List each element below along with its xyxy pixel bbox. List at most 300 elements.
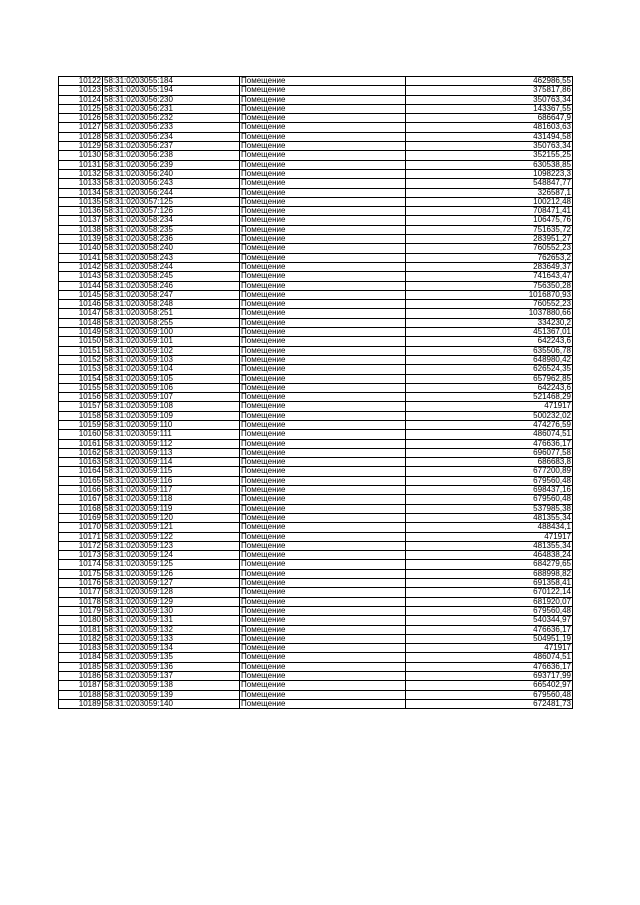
row-number-cell: 10127 xyxy=(59,123,103,132)
row-number-cell: 10138 xyxy=(59,225,103,234)
table-row xyxy=(59,458,573,467)
object-type-cell: Помещение xyxy=(240,207,406,216)
table-row xyxy=(59,151,573,160)
cadastral-value-cell: 679560,48 xyxy=(406,476,573,485)
table-row xyxy=(59,690,573,699)
cadastral-number-cell: 58:31:0203055:184 xyxy=(103,77,240,86)
table-row xyxy=(59,104,573,113)
table-row xyxy=(59,272,573,281)
table-row xyxy=(59,616,573,625)
cadastral-number-cell: 58:31:0203059:112 xyxy=(103,439,240,448)
object-type-cell: Помещение xyxy=(240,551,406,560)
object-type-cell: Помещение xyxy=(240,681,406,690)
cadastral-number-cell: 58:31:0203059:119 xyxy=(103,504,240,513)
row-number-cell: 10134 xyxy=(59,188,103,197)
table-row xyxy=(59,393,573,402)
row-number-cell: 10169 xyxy=(59,513,103,522)
object-type-cell: Помещение xyxy=(240,114,406,123)
cadastral-value-cell: 657962,85 xyxy=(406,374,573,383)
object-type-cell: Помещение xyxy=(240,532,406,541)
cadastral-value-cell: 100212,48 xyxy=(406,197,573,206)
table-row xyxy=(59,486,573,495)
row-number-cell: 10163 xyxy=(59,458,103,467)
row-number-cell: 10128 xyxy=(59,132,103,141)
object-type-cell: Помещение xyxy=(240,383,406,392)
table-row xyxy=(59,142,573,151)
row-number-cell: 10154 xyxy=(59,374,103,383)
cadastral-number-cell: 58:31:0203059:123 xyxy=(103,541,240,550)
cadastral-value-cell: 760552,23 xyxy=(406,300,573,309)
object-type-cell: Помещение xyxy=(240,606,406,615)
object-type-cell: Помещение xyxy=(240,634,406,643)
cadastral-value-cell: 476636,17 xyxy=(406,439,573,448)
cadastral-number-cell: 58:31:0203059:118 xyxy=(103,495,240,504)
object-type-cell: Помещение xyxy=(240,300,406,309)
row-number-cell: 10125 xyxy=(59,104,103,113)
table-row xyxy=(59,653,573,662)
cadastral-number-cell: 58:31:0203059:137 xyxy=(103,672,240,681)
table-row xyxy=(59,197,573,206)
cadastral-value-cell: 708471,41 xyxy=(406,207,573,216)
row-number-cell: 10166 xyxy=(59,486,103,495)
object-type-cell: Помещение xyxy=(240,318,406,327)
cadastral-value-cell: 693717,99 xyxy=(406,672,573,681)
row-number-cell: 10189 xyxy=(59,699,103,708)
cadastral-number-cell: 58:31:0203058:246 xyxy=(103,281,240,290)
cadastral-value-cell: 635506,78 xyxy=(406,346,573,355)
cadastral-number-cell: 58:31:0203057:125 xyxy=(103,197,240,206)
object-type-cell: Помещение xyxy=(240,672,406,681)
table-row xyxy=(59,402,573,411)
table-row xyxy=(59,448,573,457)
table-row xyxy=(59,123,573,132)
object-type-cell: Помещение xyxy=(240,448,406,457)
cadastral-number-cell: 58:31:0203059:133 xyxy=(103,634,240,643)
row-number-cell: 10149 xyxy=(59,328,103,337)
table-row xyxy=(59,597,573,606)
cadastral-value-cell: 481355,34 xyxy=(406,513,573,522)
table-row xyxy=(59,551,573,560)
object-type-cell: Помещение xyxy=(240,662,406,671)
object-type-cell: Помещение xyxy=(240,225,406,234)
object-type-cell: Помещение xyxy=(240,393,406,402)
object-type-cell: Помещение xyxy=(240,523,406,532)
row-number-cell: 10152 xyxy=(59,355,103,364)
cadastral-value-cell: 350763,34 xyxy=(406,95,573,104)
table-row xyxy=(59,253,573,262)
table-row xyxy=(59,672,573,681)
cadastral-value-cell: 684279,65 xyxy=(406,560,573,569)
cadastral-number-cell: 58:31:0203058:236 xyxy=(103,235,240,244)
cadastral-number-cell: 58:31:0203058:255 xyxy=(103,318,240,327)
cadastral-number-cell: 58:31:0203059:140 xyxy=(103,699,240,708)
object-type-cell: Помещение xyxy=(240,197,406,206)
cadastral-value-cell: 630538,85 xyxy=(406,160,573,169)
cadastral-number-cell: 58:31:0203059:114 xyxy=(103,458,240,467)
row-number-cell: 10171 xyxy=(59,532,103,541)
cadastral-number-cell: 58:31:0203058:243 xyxy=(103,253,240,262)
table-row xyxy=(59,439,573,448)
cadastral-value-cell: 642243,6 xyxy=(406,337,573,346)
cadastral-number-cell: 58:31:0203059:115 xyxy=(103,467,240,476)
cadastral-value-cell: 686647,9 xyxy=(406,114,573,123)
table-row xyxy=(59,681,573,690)
row-number-cell: 10126 xyxy=(59,114,103,123)
cadastral-value-table xyxy=(58,76,573,709)
cadastral-number-cell: 58:31:0203056:230 xyxy=(103,95,240,104)
row-number-cell: 10145 xyxy=(59,290,103,299)
table-row xyxy=(59,281,573,290)
object-type-cell: Помещение xyxy=(240,151,406,160)
cadastral-number-cell: 58:31:0203056:239 xyxy=(103,160,240,169)
table-row xyxy=(59,634,573,643)
row-number-cell: 10153 xyxy=(59,365,103,374)
row-number-cell: 10187 xyxy=(59,681,103,690)
cadastral-number-cell: 58:31:0203059:108 xyxy=(103,402,240,411)
object-type-cell: Помещение xyxy=(240,476,406,485)
cadastral-number-cell: 58:31:0203059:131 xyxy=(103,616,240,625)
table-row xyxy=(59,644,573,653)
cadastral-value-cell: 106475,76 xyxy=(406,216,573,225)
object-type-cell: Помещение xyxy=(240,346,406,355)
table-row xyxy=(59,513,573,522)
row-number-cell: 10157 xyxy=(59,402,103,411)
cadastral-value-cell: 1016870,93 xyxy=(406,290,573,299)
object-type-cell: Помещение xyxy=(240,160,406,169)
cadastral-value-cell: 679560,48 xyxy=(406,495,573,504)
cadastral-number-cell: 58:31:0203059:111 xyxy=(103,430,240,439)
row-number-cell: 10184 xyxy=(59,653,103,662)
object-type-cell: Помещение xyxy=(240,253,406,262)
row-number-cell: 10159 xyxy=(59,420,103,429)
cadastral-value-cell: 283951,27 xyxy=(406,235,573,244)
row-number-cell: 10161 xyxy=(59,439,103,448)
row-number-cell: 10186 xyxy=(59,672,103,681)
table-row xyxy=(59,560,573,569)
table-row xyxy=(59,169,573,178)
object-type-cell: Помещение xyxy=(240,169,406,178)
cadastral-number-cell: 58:31:0203059:126 xyxy=(103,569,240,578)
cadastral-number-cell: 58:31:0203059:139 xyxy=(103,690,240,699)
row-number-cell: 10158 xyxy=(59,411,103,420)
object-type-cell: Помещение xyxy=(240,337,406,346)
table-row xyxy=(59,476,573,485)
object-type-cell: Помещение xyxy=(240,420,406,429)
cadastral-number-cell: 58:31:0203059:125 xyxy=(103,560,240,569)
object-type-cell: Помещение xyxy=(240,653,406,662)
cadastral-number-cell: 58:31:0203058:240 xyxy=(103,244,240,253)
table-row xyxy=(59,588,573,597)
table-row xyxy=(59,95,573,104)
cadastral-value-cell: 431494,58 xyxy=(406,132,573,141)
cadastral-value-cell: 481355,34 xyxy=(406,541,573,550)
cadastral-number-cell: 58:31:0203059:113 xyxy=(103,448,240,457)
cadastral-value-cell: 548847,77 xyxy=(406,179,573,188)
cadastral-number-cell: 58:31:0203056:233 xyxy=(103,123,240,132)
row-number-cell: 10183 xyxy=(59,644,103,653)
cadastral-value-cell: 679560,48 xyxy=(406,606,573,615)
object-type-cell: Помещение xyxy=(240,504,406,513)
cadastral-value-cell: 540344,97 xyxy=(406,616,573,625)
row-number-cell: 10174 xyxy=(59,560,103,569)
cadastral-value-cell: 1098223,3 xyxy=(406,169,573,178)
row-number-cell: 10181 xyxy=(59,625,103,634)
cadastral-number-cell: 58:31:0203059:102 xyxy=(103,346,240,355)
table-row xyxy=(59,290,573,299)
cadastral-value-cell: 375817,86 xyxy=(406,86,573,95)
cadastral-value-cell: 471917 xyxy=(406,644,573,653)
cadastral-number-cell: 58:31:0203056:243 xyxy=(103,179,240,188)
row-number-cell: 10124 xyxy=(59,95,103,104)
table-row xyxy=(59,699,573,708)
row-number-cell: 10136 xyxy=(59,207,103,216)
object-type-cell: Помещение xyxy=(240,402,406,411)
row-number-cell: 10146 xyxy=(59,300,103,309)
row-number-cell: 10170 xyxy=(59,523,103,532)
cadastral-number-cell: 58:31:0203056:231 xyxy=(103,104,240,113)
row-number-cell: 10141 xyxy=(59,253,103,262)
table-row xyxy=(59,77,573,86)
cadastral-value-cell: 677200,89 xyxy=(406,467,573,476)
object-type-cell: Помещение xyxy=(240,95,406,104)
row-number-cell: 10137 xyxy=(59,216,103,225)
row-number-cell: 10129 xyxy=(59,142,103,151)
table-row xyxy=(59,569,573,578)
cadastral-value-cell: 326587,1 xyxy=(406,188,573,197)
table-row xyxy=(59,541,573,550)
table-row xyxy=(59,114,573,123)
row-number-cell: 10140 xyxy=(59,244,103,253)
table-row xyxy=(59,188,573,197)
row-number-cell: 10172 xyxy=(59,541,103,550)
object-type-cell: Помещение xyxy=(240,699,406,708)
row-number-cell: 10150 xyxy=(59,337,103,346)
table-row xyxy=(59,337,573,346)
object-type-cell: Помещение xyxy=(240,616,406,625)
row-number-cell: 10155 xyxy=(59,383,103,392)
cadastral-number-cell: 58:31:0203058:251 xyxy=(103,309,240,318)
cadastral-number-cell: 58:31:0203056:232 xyxy=(103,114,240,123)
cadastral-value-cell: 762653,2 xyxy=(406,253,573,262)
row-number-cell: 10151 xyxy=(59,346,103,355)
row-number-cell: 10123 xyxy=(59,86,103,95)
object-type-cell: Помещение xyxy=(240,104,406,113)
cadastral-value-cell: 352155,25 xyxy=(406,151,573,160)
object-type-cell: Помещение xyxy=(240,244,406,253)
cadastral-value-cell: 521468,29 xyxy=(406,393,573,402)
cadastral-value-cell: 681920,07 xyxy=(406,597,573,606)
row-number-cell: 10162 xyxy=(59,448,103,457)
cadastral-value-cell: 756350,28 xyxy=(406,281,573,290)
table-row xyxy=(59,504,573,513)
cadastral-value-cell: 500232,02 xyxy=(406,411,573,420)
object-type-cell: Помещение xyxy=(240,513,406,522)
table-row xyxy=(59,420,573,429)
object-type-cell: Помещение xyxy=(240,579,406,588)
cadastral-value-cell: 642243,6 xyxy=(406,383,573,392)
object-type-cell: Помещение xyxy=(240,458,406,467)
row-number-cell: 10177 xyxy=(59,588,103,597)
cadastral-number-cell: 58:31:0203059:107 xyxy=(103,393,240,402)
cadastral-value-cell: 665402,97 xyxy=(406,681,573,690)
row-number-cell: 10156 xyxy=(59,393,103,402)
cadastral-value-cell: 471917 xyxy=(406,532,573,541)
row-number-cell: 10135 xyxy=(59,197,103,206)
object-type-cell: Помещение xyxy=(240,262,406,271)
object-type-cell: Помещение xyxy=(240,86,406,95)
row-number-cell: 10132 xyxy=(59,169,103,178)
cadastral-value-cell: 686683,8 xyxy=(406,458,573,467)
table-row xyxy=(59,532,573,541)
row-number-cell: 10164 xyxy=(59,467,103,476)
cadastral-number-cell: 58:31:0203059:127 xyxy=(103,579,240,588)
object-type-cell: Помещение xyxy=(240,365,406,374)
cadastral-value-cell: 486074,51 xyxy=(406,430,573,439)
object-type-cell: Помещение xyxy=(240,374,406,383)
cadastral-value-cell: 486074,51 xyxy=(406,653,573,662)
row-number-cell: 10133 xyxy=(59,179,103,188)
object-type-cell: Помещение xyxy=(240,430,406,439)
object-type-cell: Помещение xyxy=(240,560,406,569)
cadastral-number-cell: 58:31:0203059:101 xyxy=(103,337,240,346)
object-type-cell: Помещение xyxy=(240,328,406,337)
table-row xyxy=(59,430,573,439)
cadastral-number-cell: 58:31:0203057:126 xyxy=(103,207,240,216)
object-type-cell: Помещение xyxy=(240,179,406,188)
table-row xyxy=(59,300,573,309)
cadastral-value-cell: 751635,72 xyxy=(406,225,573,234)
object-type-cell: Помещение xyxy=(240,355,406,364)
row-number-cell: 10143 xyxy=(59,272,103,281)
row-number-cell: 10144 xyxy=(59,281,103,290)
object-type-cell: Помещение xyxy=(240,467,406,476)
table-row xyxy=(59,346,573,355)
cadastral-number-cell: 58:31:0203059:110 xyxy=(103,420,240,429)
row-number-cell: 10131 xyxy=(59,160,103,169)
cadastral-value-cell: 350763,34 xyxy=(406,142,573,151)
table-row xyxy=(59,179,573,188)
object-type-cell: Помещение xyxy=(240,188,406,197)
table-row xyxy=(59,625,573,634)
row-number-cell: 10165 xyxy=(59,476,103,485)
cadastral-value-cell: 476636,17 xyxy=(406,662,573,671)
object-type-cell: Помещение xyxy=(240,132,406,141)
cadastral-number-cell: 58:31:0203059:136 xyxy=(103,662,240,671)
cadastral-value-cell: 698437,16 xyxy=(406,486,573,495)
row-number-cell: 10160 xyxy=(59,430,103,439)
table-row xyxy=(59,383,573,392)
table-row xyxy=(59,523,573,532)
table-row xyxy=(59,262,573,271)
cadastral-value-cell: 691358,41 xyxy=(406,579,573,588)
table-row xyxy=(59,216,573,225)
object-type-cell: Помещение xyxy=(240,644,406,653)
cadastral-number-cell: 58:31:0203059:103 xyxy=(103,355,240,364)
table-row xyxy=(59,318,573,327)
object-type-cell: Помещение xyxy=(240,290,406,299)
table-row xyxy=(59,579,573,588)
object-type-cell: Помещение xyxy=(240,439,406,448)
object-type-cell: Помещение xyxy=(240,541,406,550)
table-row xyxy=(59,86,573,95)
cadastral-number-cell: 58:31:0203056:238 xyxy=(103,151,240,160)
cadastral-value-cell: 464838,24 xyxy=(406,551,573,560)
object-type-cell: Помещение xyxy=(240,272,406,281)
object-type-cell: Помещение xyxy=(240,690,406,699)
cadastral-number-cell: 58:31:0203059:124 xyxy=(103,551,240,560)
cadastral-number-cell: 58:31:0203056:240 xyxy=(103,169,240,178)
cadastral-value-cell: 481603,63 xyxy=(406,123,573,132)
table-row xyxy=(59,235,573,244)
cadastral-number-cell: 58:31:0203056:244 xyxy=(103,188,240,197)
row-number-cell: 10147 xyxy=(59,309,103,318)
object-type-cell: Помещение xyxy=(240,216,406,225)
table-row xyxy=(59,225,573,234)
row-number-cell: 10188 xyxy=(59,690,103,699)
cadastral-number-cell: 58:31:0203058:247 xyxy=(103,290,240,299)
row-number-cell: 10180 xyxy=(59,616,103,625)
cadastral-number-cell: 58:31:0203059:100 xyxy=(103,328,240,337)
table-row xyxy=(59,411,573,420)
object-type-cell: Помещение xyxy=(240,588,406,597)
object-type-cell: Помещение xyxy=(240,625,406,634)
cadastral-number-cell: 58:31:0203059:134 xyxy=(103,644,240,653)
cadastral-number-cell: 58:31:0203056:237 xyxy=(103,142,240,151)
cadastral-value-cell: 451367,01 xyxy=(406,328,573,337)
cadastral-value-cell: 474276,59 xyxy=(406,420,573,429)
object-type-cell: Помещение xyxy=(240,123,406,132)
row-number-cell: 10185 xyxy=(59,662,103,671)
row-number-cell: 10178 xyxy=(59,597,103,606)
cadastral-value-cell: 488434,1 xyxy=(406,523,573,532)
row-number-cell: 10142 xyxy=(59,262,103,271)
table-row xyxy=(59,328,573,337)
cadastral-number-cell: 58:31:0203059:121 xyxy=(103,523,240,532)
cadastral-value-cell: 696077,58 xyxy=(406,448,573,457)
cadastral-value-cell: 648980,42 xyxy=(406,355,573,364)
cadastral-value-cell: 688998,82 xyxy=(406,569,573,578)
object-type-cell: Помещение xyxy=(240,235,406,244)
row-number-cell: 10173 xyxy=(59,551,103,560)
cadastral-number-cell: 58:31:0203059:138 xyxy=(103,681,240,690)
cadastral-value-cell: 741643,47 xyxy=(406,272,573,281)
object-type-cell: Помещение xyxy=(240,569,406,578)
table-row xyxy=(59,309,573,318)
cadastral-value-cell: 462986,55 xyxy=(406,77,573,86)
cadastral-value-cell: 679560,48 xyxy=(406,690,573,699)
cadastral-number-cell: 58:31:0203059:122 xyxy=(103,532,240,541)
row-number-cell: 10130 xyxy=(59,151,103,160)
table-row xyxy=(59,355,573,364)
row-number-cell: 10168 xyxy=(59,504,103,513)
cadastral-number-cell: 58:31:0203059:135 xyxy=(103,653,240,662)
cadastral-number-cell: 58:31:0203059:104 xyxy=(103,365,240,374)
row-number-cell: 10148 xyxy=(59,318,103,327)
object-type-cell: Помещение xyxy=(240,281,406,290)
cadastral-number-cell: 58:31:0203058:234 xyxy=(103,216,240,225)
cadastral-number-cell: 58:31:0203059:116 xyxy=(103,476,240,485)
object-type-cell: Помещение xyxy=(240,597,406,606)
cadastral-number-cell: 58:31:0203058:248 xyxy=(103,300,240,309)
table-body xyxy=(59,77,573,709)
cadastral-number-cell: 58:31:0203059:132 xyxy=(103,625,240,634)
cadastral-value-cell: 334230,2 xyxy=(406,318,573,327)
row-number-cell: 10182 xyxy=(59,634,103,643)
cadastral-value-cell: 143367,55 xyxy=(406,104,573,113)
cadastral-value-cell: 1037880,66 xyxy=(406,309,573,318)
table-row xyxy=(59,662,573,671)
table-row xyxy=(59,467,573,476)
